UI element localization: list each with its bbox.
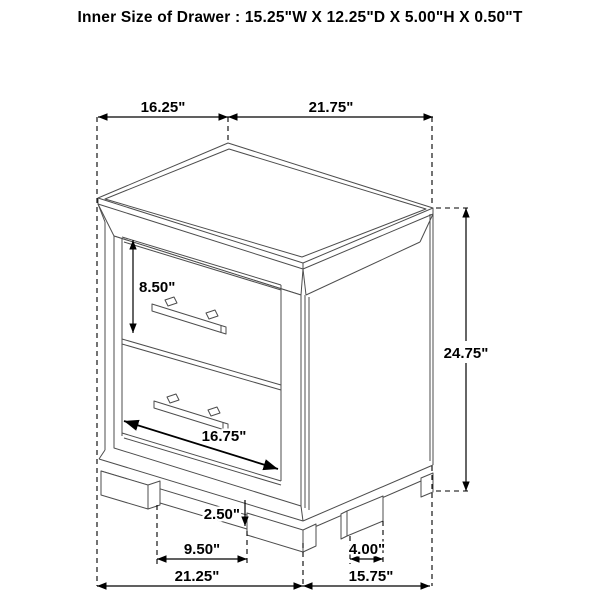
label-front-feet-gap: 9.50" [183, 541, 221, 558]
side-right-foot [421, 473, 433, 497]
page-title: Inner Size of Drawer : 15.25"W X 12.25"D X 5.00"H X 0.50"T [77, 9, 523, 26]
front-right-foot [247, 513, 316, 552]
side-foot-width-dimension [349, 541, 385, 559]
label-overall-height: 24.75" [443, 345, 489, 362]
label-overall-width: 21.25" [174, 568, 220, 585]
label-overall-depth: 15.75" [348, 568, 394, 585]
front-left-foot [101, 471, 160, 509]
bottom-dimension [97, 568, 430, 586]
front-feet-gap-dimension [157, 541, 247, 559]
label-drawer-front-width: 16.75" [201, 428, 247, 445]
label-side-foot-width: 4.00" [348, 541, 386, 558]
top-dimension [98, 99, 433, 117]
height-dimension [444, 208, 489, 491]
label-top-right-depth: 21.75" [308, 99, 354, 116]
label-drawer-opening-height: 8.50" [139, 279, 176, 296]
label-foot-height: 2.50" [203, 506, 240, 523]
nightstand-drawing [98, 143, 433, 552]
nightstand-right-side [303, 208, 433, 532]
label-top-left-width: 16.25" [140, 99, 186, 116]
